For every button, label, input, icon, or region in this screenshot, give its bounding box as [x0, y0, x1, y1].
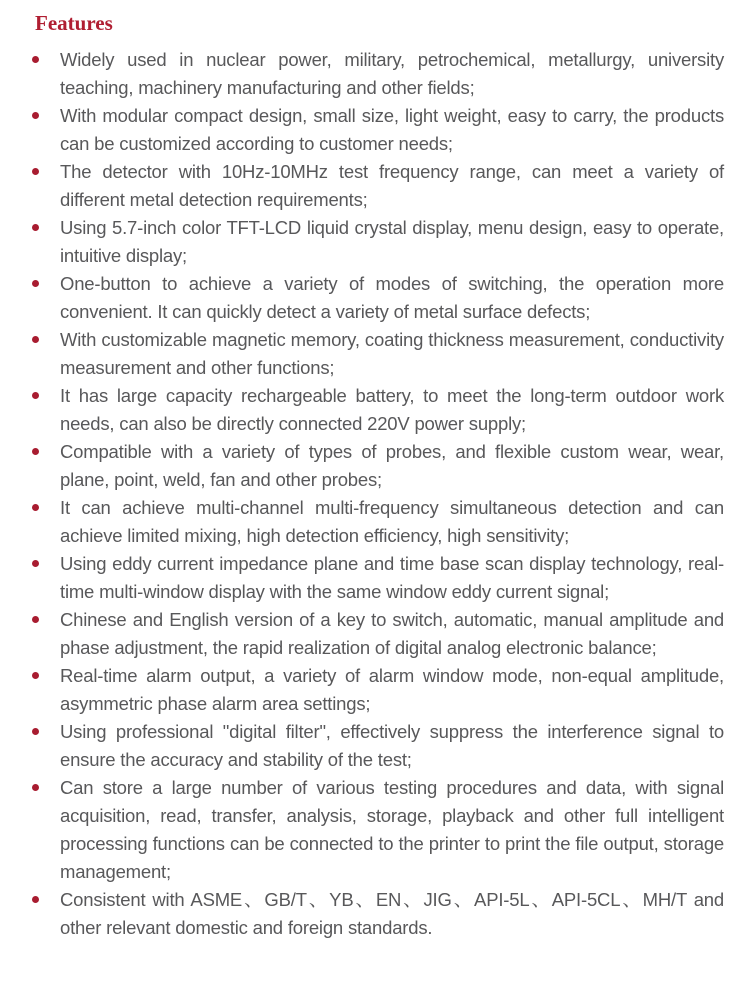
- list-item: [60, 606, 724, 662]
- bullet-icon: [32, 168, 39, 175]
- list-item: [60, 438, 724, 494]
- bullet-icon: [32, 504, 39, 511]
- list-item: [60, 662, 724, 718]
- section-title: Features: [35, 11, 113, 35]
- bullet-icon: [32, 560, 39, 567]
- bullet-icon: [32, 112, 39, 119]
- feature-text: With modular compact design, small size, light weight, easy to carry, the products can be customized according to customer needs;: [60, 105, 724, 154]
- bullet-icon: [32, 616, 39, 623]
- bullet-icon: [32, 728, 39, 735]
- list-item: [60, 46, 724, 102]
- list-item: [60, 382, 724, 438]
- feature-text: Can store a large number of various testing procedures and data, with signal acquisition, read, transfer, analysis, storage, playback and other full intelligent processing functions can be connected to the printer to print the file output, storage management;: [60, 777, 724, 882]
- feature-text: Using 5.7-inch color TFT-LCD liquid crystal display, menu design, easy to operate, intuitive display;: [60, 217, 724, 266]
- feature-text: Real-time alarm output, a variety of alarm window mode, non-equal amplitude, asymmetric phase alarm area settings;: [60, 665, 724, 714]
- bullet-icon: [32, 56, 39, 63]
- feature-text: Widely used in nuclear power, military, petrochemical, metallurgy, university teaching, machinery manufacturing and other fields;: [60, 49, 724, 98]
- feature-text: Using professional "digital filter", effectively suppress the interference signal to ensure the accuracy and stability of the test;: [60, 721, 724, 770]
- bullet-icon: [32, 392, 39, 399]
- list-item: [60, 270, 724, 326]
- list-item: [60, 214, 724, 270]
- feature-text: Consistent with ASME、GB/T、YB、EN、JIG、API-5L、API-5CL、MH/T and other relevant domestic and foreign standards.: [60, 889, 724, 938]
- bullet-icon: [32, 784, 39, 791]
- list-item: [60, 550, 724, 606]
- feature-text: It has large capacity rechargeable battery, to meet the long-term outdoor work needs, can also be directly connected 220V power supply;: [60, 385, 724, 434]
- feature-text: One-button to achieve a variety of modes of switching, the operation more convenient. It can quickly detect a variety of metal surface defects;: [60, 273, 724, 322]
- feature-text: Chinese and English version of a key to switch, automatic, manual amplitude and phase adjustment, the rapid realization of digital analog electronic balance;: [60, 609, 724, 658]
- bullet-icon: [32, 336, 39, 343]
- list-item: [60, 494, 724, 550]
- list-item: [60, 158, 724, 214]
- bullet-icon: [32, 448, 39, 455]
- bullet-icon: [32, 280, 39, 287]
- list-item: [60, 774, 724, 886]
- bullet-icon: [32, 672, 39, 679]
- list-item: [60, 718, 724, 774]
- list-item: [60, 326, 724, 382]
- feature-text: With customizable magnetic memory, coating thickness measurement, conductivity measurement and other functions;: [60, 329, 724, 378]
- feature-list: [0, 46, 750, 942]
- feature-text: The detector with 10Hz-10MHz test frequency range, can meet a variety of different metal detection requirements;: [60, 161, 724, 210]
- bullet-icon: [32, 224, 39, 231]
- list-item: [60, 102, 724, 158]
- feature-text: Using eddy current impedance plane and time base scan display technology, real-time multi-window display with the same window eddy current signal;: [60, 553, 724, 602]
- feature-text: Compatible with a variety of types of probes, and flexible custom wear, wear, plane, point, weld, fan and other probes;: [60, 441, 724, 490]
- bullet-icon: [32, 896, 39, 903]
- list-item: [60, 886, 724, 942]
- feature-text: It can achieve multi-channel multi-frequency simultaneous detection and can achieve limited mixing, high detection efficiency, high sensitivity;: [60, 497, 724, 546]
